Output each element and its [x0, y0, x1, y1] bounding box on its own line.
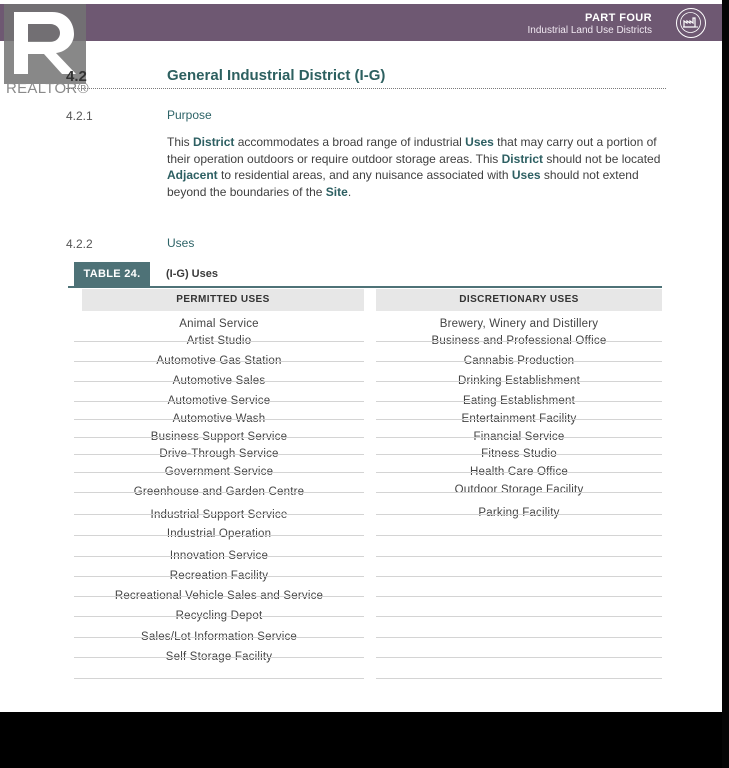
row-divider	[74, 657, 364, 658]
table-row: Entertainment Facility	[461, 413, 577, 425]
purpose-heading: Purpose	[167, 108, 212, 122]
row-divider	[376, 616, 662, 617]
table-rule	[68, 286, 662, 288]
table-row: Industrial Operation	[166, 528, 272, 540]
row-divider	[74, 576, 364, 577]
table-row: Business Support Service	[150, 431, 288, 443]
row-divider	[376, 556, 662, 557]
defined-term: District	[501, 151, 543, 166]
table-row: Automotive Sales	[172, 375, 266, 387]
table-row: Self Storage Facility	[165, 651, 273, 663]
defined-term: Uses	[465, 135, 494, 149]
row-divider	[74, 514, 364, 515]
table-row: Drinking Establishment	[457, 375, 580, 387]
row-divider	[74, 419, 364, 420]
purpose-text: accommodates a broad range of industrial	[234, 135, 466, 149]
factory-icon	[676, 8, 706, 38]
defined-term: Adjacent	[167, 168, 218, 182]
row-divider	[376, 454, 662, 455]
row-divider	[74, 472, 364, 473]
section-number: 4.2	[66, 68, 87, 85]
row-divider	[376, 419, 662, 420]
row-divider	[74, 361, 364, 362]
table-row: Automotive Gas Station	[156, 355, 282, 367]
purpose-text: .	[347, 184, 352, 199]
table-row: Recycling Depot	[175, 610, 263, 622]
row-divider	[376, 341, 662, 342]
row-divider	[376, 535, 662, 536]
row-divider	[74, 492, 364, 493]
table-row: Cannabis Production	[463, 355, 575, 367]
table-row: Brewery, Winery and Distillery	[439, 318, 599, 330]
row-divider	[74, 637, 364, 638]
row-divider	[74, 381, 364, 382]
table-row: Outdoor Storage Facility	[454, 484, 584, 496]
page-edge	[722, 0, 729, 768]
defined-term: Uses	[511, 168, 541, 182]
purpose-text: should not be located	[542, 151, 661, 166]
purpose-text: that may carry out a portion of their operation outdoors or require outdoor storage areas. This	[167, 135, 657, 166]
table-row: Fitness Studio	[481, 448, 557, 460]
table-row: Automotive Service	[167, 395, 271, 407]
row-divider	[74, 556, 364, 557]
table-row: Eating Establishment	[462, 395, 576, 407]
purpose-text: should not extend beyond the boundaries of the	[167, 168, 639, 199]
row-divider	[376, 678, 662, 679]
defined-term: Site	[325, 184, 348, 199]
row-divider	[376, 472, 662, 473]
row-divider	[74, 454, 364, 455]
row-divider	[376, 401, 662, 402]
row-divider	[376, 361, 662, 362]
table-row: Business and Professional Office	[431, 335, 607, 347]
header-part: PART FOUR	[585, 12, 652, 24]
defined-term: District	[193, 135, 235, 149]
table-row: Drive-Through Service	[159, 448, 279, 460]
table-row: Health Care Office	[470, 466, 568, 478]
page-header	[0, 4, 722, 41]
table-row: Recreation Facility	[169, 570, 269, 582]
table-row: Innovation Service	[169, 550, 269, 562]
table-row: Automotive Wash	[172, 413, 266, 425]
table-row: Sales/Lot Information Service	[140, 631, 297, 643]
section-title: General Industrial District (I-G)	[167, 67, 386, 84]
discretionary-uses-column	[376, 289, 662, 519]
permitted-uses-header: PERMITTED USES	[82, 289, 364, 311]
table-row: Parking Facility	[478, 507, 560, 519]
realtor-watermark: REALTOR®	[6, 80, 89, 97]
table-row: Artist Studio	[186, 335, 252, 347]
row-divider	[376, 596, 662, 597]
row-divider	[74, 401, 364, 402]
table-row: Animal Service	[179, 318, 259, 330]
row-divider	[74, 596, 364, 597]
table-row: Financial Service	[473, 431, 565, 443]
uses-number: 4.2.2	[66, 237, 93, 251]
uses-heading: Uses	[167, 236, 195, 250]
table-name: (I-G) Uses	[166, 268, 218, 280]
header-subtitle: Industrial Land Use Districts	[527, 25, 652, 36]
row-divider	[376, 437, 662, 438]
row-divider	[376, 492, 662, 493]
table-label: TABLE 24.	[74, 262, 150, 287]
row-divider	[74, 341, 364, 342]
row-divider	[376, 637, 662, 638]
section-divider	[66, 88, 666, 89]
row-divider	[376, 514, 662, 515]
purpose-text: to residential areas, and any nuisance associated with	[217, 168, 512, 182]
row-divider	[376, 576, 662, 577]
row-divider	[74, 616, 364, 617]
table-row: Recreational Vehicle Sales and Service	[114, 590, 324, 602]
table-row: Industrial Support Service	[150, 509, 288, 521]
row-divider	[376, 657, 662, 658]
purpose-text: This	[167, 135, 194, 149]
purpose-paragraph	[167, 134, 667, 200]
row-divider	[74, 535, 364, 536]
permitted-uses-column	[74, 289, 364, 663]
row-divider	[74, 678, 364, 679]
table-row: Greenhouse and Garden Centre	[133, 486, 305, 498]
table-row: Government Service	[164, 466, 274, 478]
row-divider	[74, 437, 364, 438]
discretionary-uses-header: DISCRETIONARY USES	[376, 289, 662, 311]
row-divider	[376, 381, 662, 382]
purpose-number: 4.2.1	[66, 109, 93, 123]
